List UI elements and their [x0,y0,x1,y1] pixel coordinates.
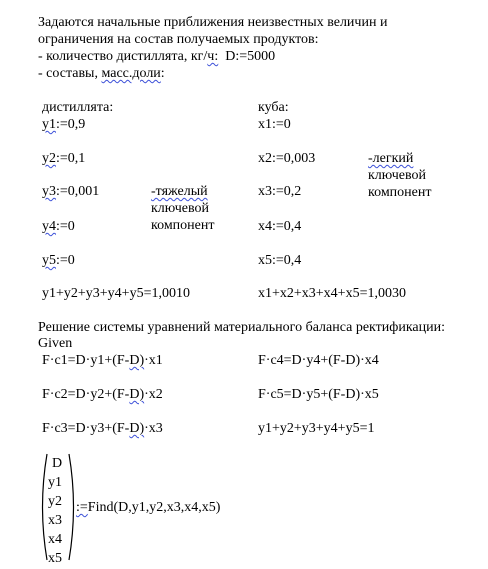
heavy-key-note-3: компонент [151,218,215,233]
left-paren [36,452,50,562]
assign-y3: y3:=0,001 [42,184,100,199]
vector-item: y1 [48,475,62,490]
equation-2: F·c2=D·y2+(F-D)·x2 [42,387,163,402]
assign-x1: x1:=0 [258,117,291,132]
given-keyword: Given [38,336,73,351]
assign-x4: x4:=0,4 [258,219,302,234]
equation-1: F·c1=D·y1+(F-D)·x1 [42,353,163,368]
vector-item: x3 [48,513,62,528]
vector-item: x4 [48,532,62,547]
heavy-key-note-2: ключевой [151,201,209,216]
assign-y1: y1:=0,9 [42,117,86,132]
assign-y2: y2:=0,1 [42,151,86,166]
intro-line-4: - составы, масс.доли: [38,66,165,81]
spell-mark: ч: [207,49,219,64]
sum-x: x1+x2+x3+x4+x5=1,0030 [258,286,406,301]
equation-3: F·c3=D·y3+(F-D)·x3 [42,421,163,436]
distillate-header: дистиллята: [42,100,114,115]
assign-x3: x3:=0,2 [258,184,302,199]
bottoms-header: куба: [258,100,289,115]
vector-item: x5 [48,551,62,566]
light-key-note-2: ключевой [368,168,426,183]
assign-x2: x2:=0,003 [258,151,316,166]
intro-line-1: Задаются начальные приближения неизвестных величин и [38,15,388,30]
intro-line-3: - количество дистиллята, кг/ч: D:=5000 [38,49,276,64]
assign-y4: y4:=0 [42,219,75,234]
assign-x5: x5:=0,4 [258,253,302,268]
heavy-key-note-1: -тяжелый [151,184,208,199]
find-expression: :=Find(D,y1,y2,x3,x4,x5) [76,500,221,515]
vector-item: y2 [48,494,62,509]
assign-y5: y5:=0 [42,253,75,268]
intro-line-2: ограничения на состав получаемых продуктов: [38,32,319,47]
vector-item: D [52,456,63,471]
spell-mark: масс.доли [101,66,161,81]
light-key-note-3: компонент [368,185,432,200]
solution-title: Решение системы уравнений материального баланса ректификации: [38,320,445,335]
light-key-note-1: -легкий [368,151,414,166]
equation-6: y1+y2+y3+y4+y5=1 [258,421,375,436]
equation-5: F·c5=D·y5+(F-D)·x5 [258,387,379,402]
sum-y: y1+y2+y3+y4+y5=1,0010 [42,286,190,301]
equation-4: F·c4=D·y4+(F-D)·x4 [258,353,379,368]
